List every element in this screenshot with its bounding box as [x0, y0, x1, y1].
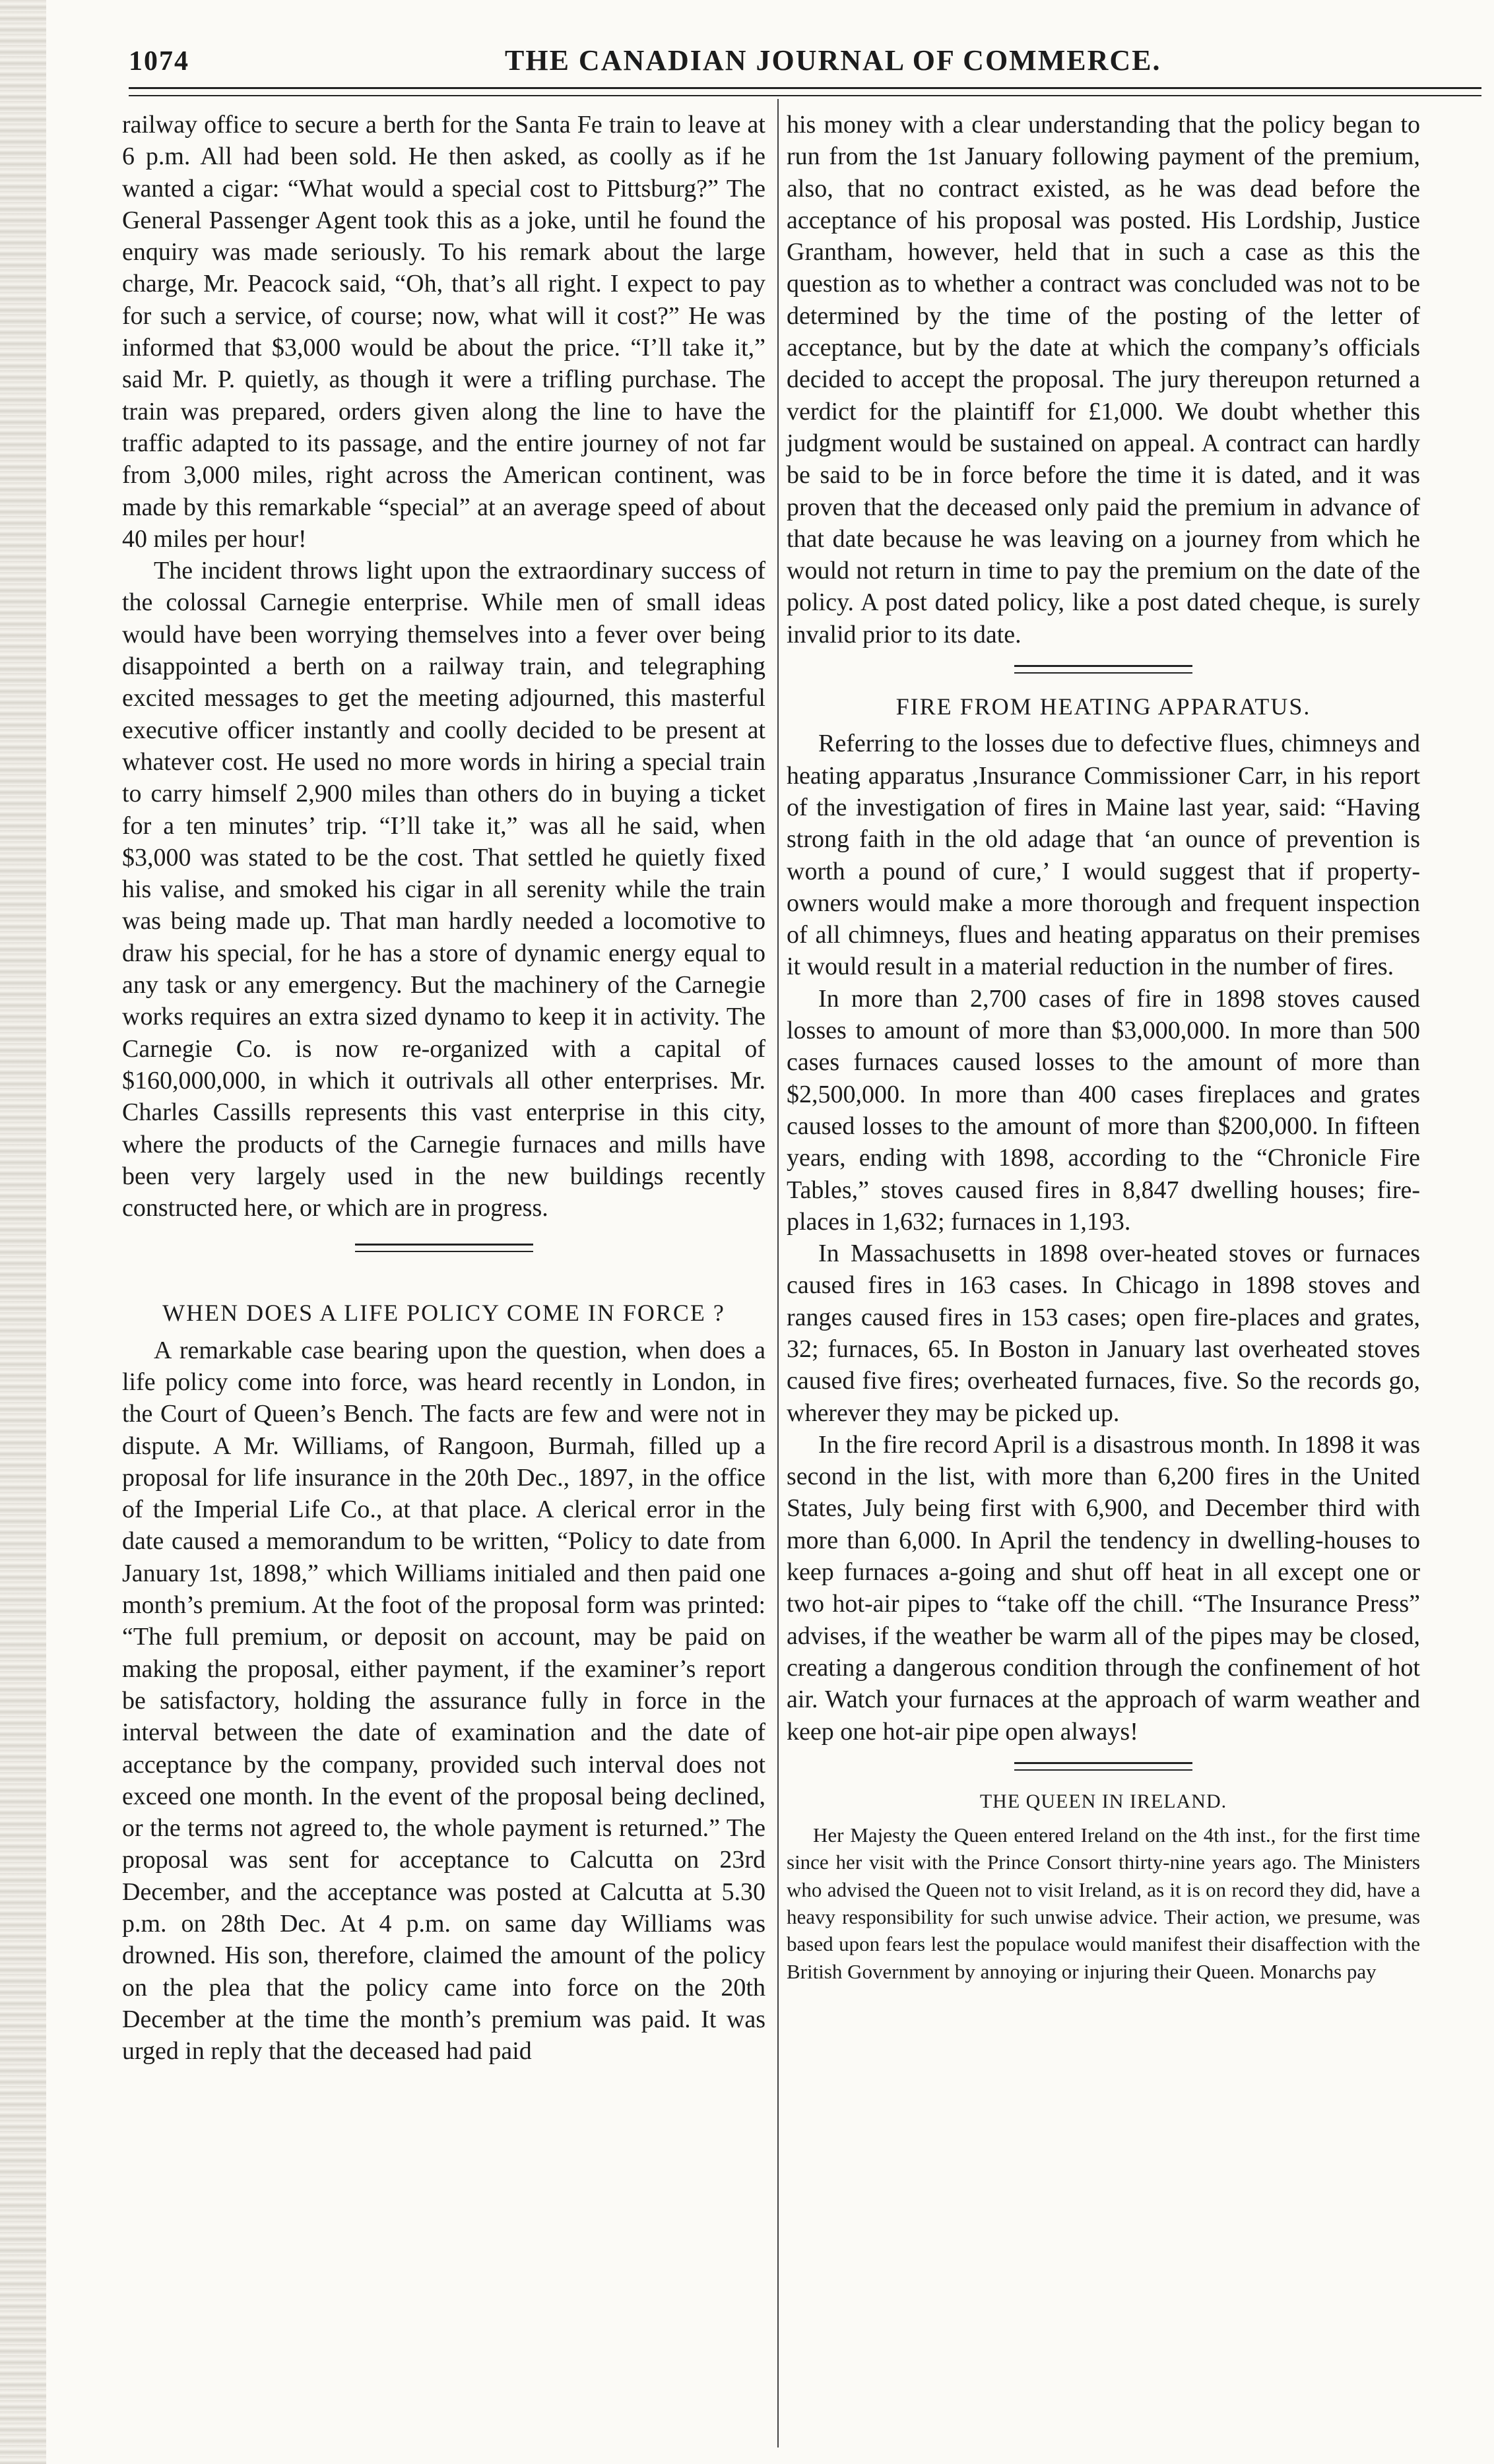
- life-policy-paragraph: A remarkable case bearing upon the question, when does a life policy come into force, was heard recently in London, in the Court of Queen’s Bench. The facts are few and were not in dispute. A Mr. Williams, of Rangoon, Burmah, filled up a proposal for life insurance in the 20th Dec., 1897, in the office of the Imperial Life Co., at that place. A clerical error in the date caused a memorandum to be written, “Policy to date from January 1st, 1898,” which Williams initialed and then paid one month’s premium. At the foot of the proposal form was printed: “The full premium, or deposit on account, may be paid on making the proposal, either payment, if the examiner’s report be satisfactory, holding the assurance fully in force in the interval between the date of examination and the date of acceptance by the company, provided such interval does not exceed one month. In the event of the proposal being declined, or the terms not agreed to, the whole payment is returned.” The proposal was sent for acceptance to Calcutta on 23rd December, and the acceptance was posted at Calcutta at 5.30 p.m. on 28th Dec. At 4 p.m. on same day Williams was drowned. His son, therefore, claimed the amount of the policy on the plea that the policy came into force on the 20th December at the time the month’s premium was paid. It was urged in reply that the deceased had paid: [122, 1336, 765, 2066]
- fire-paragraph: In Massachusetts in 1898 over-heated stoves or furnaces caused fires in 163 cases. In Chicago in 1898 stoves and ranges caused fires in 153 cases; open fire-places and grates, 32; furnaces, 65. In Boston in January last overheated stoves caused five fires; overheated furnaces, five. So the records go, wherever they may be picked up.: [787, 1240, 1420, 1427]
- header-double-rule: [129, 87, 1481, 96]
- article-separator: [1014, 1762, 1192, 1771]
- queen-paragraph: Her Majesty the Queen entered Ireland on the 4th inst., for the first time since her visit with the Prince Consort thirty-nine years ago. The Ministers who advised the Queen not to visit Ireland, as it is on record they did, have a heavy responsibility for such unwise advice. Their action, we presume, was based upon fears lest the populace would manifest their disaffection with the British Government by annoying or injuring their Queen. Monarchs pay: [787, 1823, 1420, 1983]
- queen-article: [787, 1788, 1420, 1985]
- left-column: [122, 109, 765, 2068]
- fire-paragraph: In more than 2,700 cases of fire in 1898 stoves caused losses to amount of more than $3,000,000. In more than 500 cases furnaces caused losses to the amount of more than $2,500,000. In more than 400 cases fireplaces and grates caused losses to the amount of more than $200,000. In fifteen years, ending with 1898, according to the “Chronicle Fire Tables,” stoves caused fires in 8,847 dwelling houses; fire-places in 1,632; furnaces in 1,193.: [787, 984, 1420, 1236]
- page-header: [129, 38, 1481, 84]
- queen-article-title: THE QUEEN IN IRELAND.: [979, 1790, 1227, 1812]
- carnegie-paragraph: railway office to secure a berth for the Santa Fe train to leave at 6 p.m. All had been sold. He then asked, as coolly as if he wanted a cigar: “What would a special cost to Pittsburg?” The General Passenger Agent took this as a joke, until he found the enquiry was made seriously. To his remark about the large charge, Mr. Peacock said, “Oh, that’s all right. I expect to pay for such a service, of course; now, what will it cost?” He was informed that $3,000 would be about the price. “I’ll take it,” said Mr. P. quietly, as though it were a trifling purchase. The train was prepared, orders given along the line to have the traffic adapted to its passage, and the entire journey of not far from 3,000 miles, right across the American continent, was made by this remarkable “special” at an average speed of about 40 miles per hour!: [122, 111, 765, 553]
- carnegie-paragraph: The incident throws light upon the extraordinary success of the colossal Carnegie enterprise. While men of small ideas would have been worrying themselves into a fever over being disappointed a berth on a railway train, and telegraphing excited messages to get the meeting adjourned, this masterful executive officer instantly and coolly decided to be present at whatever cost. He used no more words in hiring a special train to carry himself 2,900 miles than others do in buying a ticket for a ten minutes’ trip. “I’ll take it,” was all he said, when $3,000 was stated to be the cost. That settled he quietly fixed his valise, and smoked his cigar in all serenity while the train was being made up. That man hardly needed a locomotive to draw his special, for he has a store of dynamic energy equal to any task or any emergency. But the machinery of the Carnegie works requires an extra sized dynamo to keep it in activity. The Carnegie Co. is now re-organized with a capital of $160,000,000, in which it outrivals all other enterprises. Mr. Charles Cassills represents this vast enterprise in this city, where the products of the Carnegie furnaces and mills have been very largely used in the new buildings recently constructed here, or which are in progress.: [122, 557, 765, 1222]
- fire-paragraph: In the fire record April is a disastrous month. In 1898 it was second in the list, with more than 6,200 fires in the United States, July being first with 6,900, and December third with more than 6,000. In April the tendency in dwelling-houses to keep furnaces a-going and shut off heat in all except one or two hot-air pipes to “take off the chill. “The Insurance Press” advises, if the weather be warm all of the pipes may be closed, creating a dangerous condition through the confinement of hot air. Watch your furnaces at the approach of warm weather and keep one hot-air pipe open always!: [787, 1430, 1420, 1746]
- journal-title: THE CANADIAN JOURNAL OF COMMERCE.: [505, 44, 1161, 77]
- right-column: [787, 109, 1420, 1985]
- fire-article-title: FIRE FROM HEATING APPARATUS.: [895, 693, 1311, 720]
- page-number: 1074: [129, 46, 189, 77]
- life-policy-continued: his money with a clear understanding that the policy began to run from the 1st January following payment of the premium, also, that no contract existed, as he was dead before the acceptance of his proposal was posted. His Lordship, Justice Grantham, however, held that in such a case as this the question as to whether a contract was concluded was not to be determined by the time of the posting of the letter of acceptance, but by the date at which the company’s officials decided to accept the proposal. The jury thereupon returned a verdict for the plaintiff for £1,000. We doubt whether this judgment would be sustained on appeal. A contract can hardly be said to be in force before the time it is dated, and it was proven that the deceased only paid the premium in advance of that date because he was leaving on a journey from which he would not return in time to pay the premium on the date of the policy. A post dated policy, like a post dated cheque, is surely invalid prior to its date.: [787, 111, 1420, 648]
- carnegie-article: [122, 109, 765, 1224]
- page-binding-edge: [0, 0, 46, 2464]
- life-policy-article: [122, 1297, 765, 2067]
- fire-article: [787, 691, 1420, 1748]
- article-separator: [355, 1244, 533, 1252]
- life-policy-title: WHEN DOES A LIFE POLICY COME IN FORCE ?: [162, 1300, 725, 1327]
- article-separator: [1014, 665, 1192, 674]
- column-divider: [777, 99, 779, 2448]
- fire-paragraph: Referring to the losses due to defective flues, chimneys and heating apparatus ,Insurance Commissioner Carr, in his report of the investigation of fires in Maine last year, said: “Having strong faith in the old adage that ‘an ounce of prevention is worth a pound of cure,’ I would suggest that if property-owners would make a more thorough and frequent inspection of all chimneys, flues and heating apparatus on their premises it would result in a material reduction in the number of fires.: [787, 730, 1420, 981]
